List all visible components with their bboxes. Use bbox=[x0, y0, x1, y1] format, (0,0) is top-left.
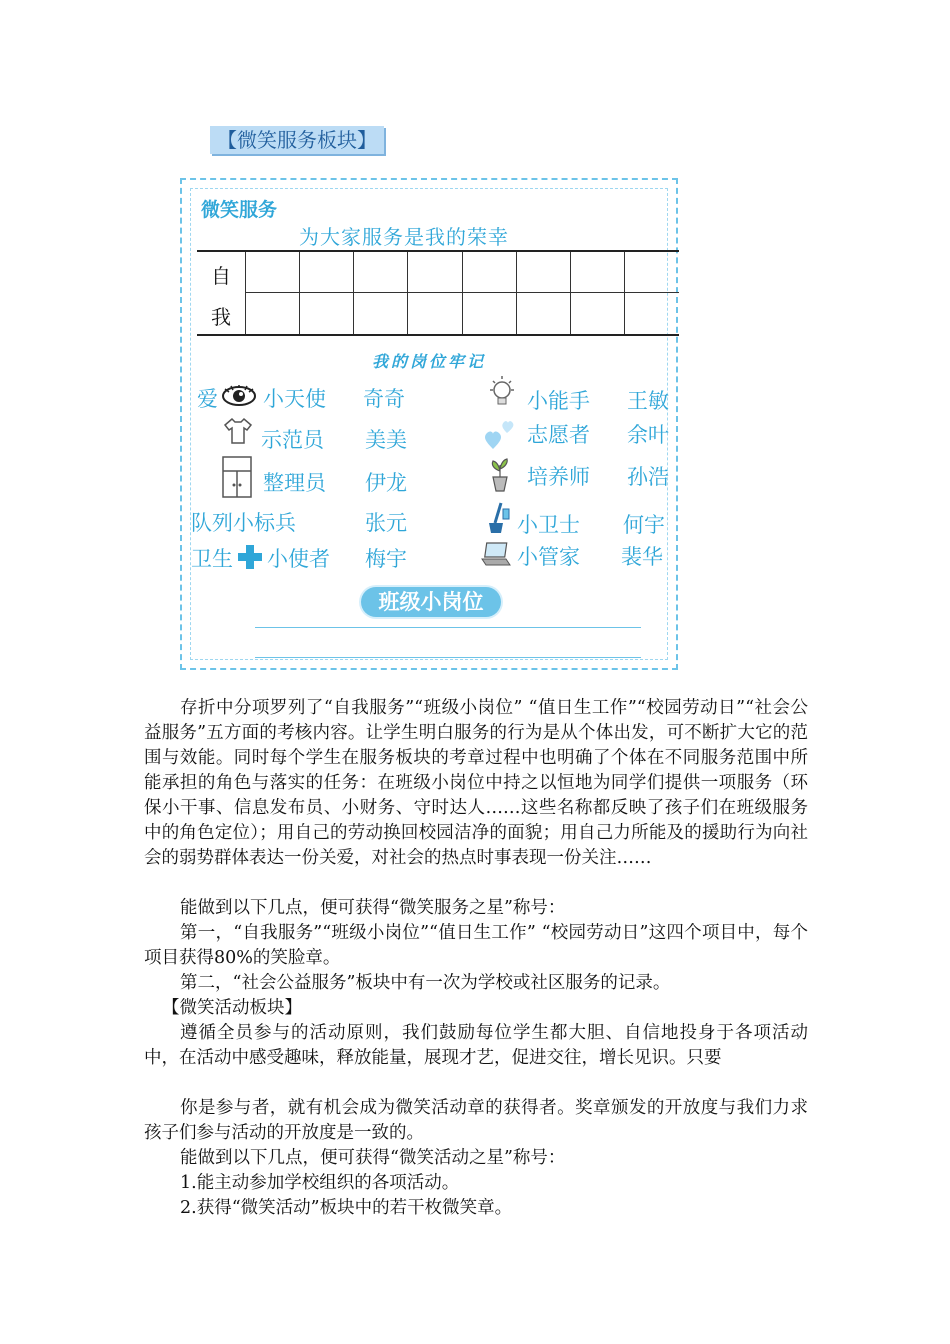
self-service-grid bbox=[197, 250, 679, 336]
post-name: 王敏 bbox=[627, 389, 669, 413]
paragraph-8: 能做到以下几点，便可获得“微笑活动之星”称号： bbox=[180, 1148, 566, 1168]
grid-label-1: 自 bbox=[211, 264, 231, 288]
post-role: 小能手 bbox=[527, 389, 590, 413]
paragraph-6: 遵循全员参与的活动原则，我们鼓励每位学生都大胆、自信地投身于各项活动中，在活动中感受趣味，释放能量，展现才艺，促进交往，增长见识。只要 bbox=[144, 1023, 808, 1068]
stamp-cell bbox=[300, 252, 354, 293]
paragraph-7: 你是参与者，就有机会成为微笑活动章的获得者。奖章颁发的开放度与我们力求孩子们参与活动的开放度是一致的。 bbox=[144, 1098, 808, 1143]
post-prefix-hygiene: 卫生 bbox=[191, 547, 233, 571]
cabinet-icon bbox=[221, 455, 253, 499]
section-heading-activity: 【微笑活动板块】 bbox=[162, 998, 302, 1018]
heart-icon bbox=[483, 417, 517, 453]
grid-cells bbox=[246, 252, 679, 334]
post-role: 志愿者 bbox=[527, 423, 590, 447]
post-role: 小使者 bbox=[267, 547, 330, 571]
stamp-cell bbox=[571, 252, 625, 293]
post-role: 小管家 bbox=[517, 545, 580, 569]
post-name: 余叶 bbox=[627, 423, 669, 447]
post-role: 整理员 bbox=[263, 471, 326, 495]
post-name: 张元 bbox=[365, 511, 407, 535]
stamp-cell bbox=[246, 252, 300, 293]
plant-icon bbox=[485, 457, 515, 493]
shirt-icon bbox=[223, 417, 253, 445]
stamp-cell bbox=[517, 293, 571, 334]
lightbulb-icon bbox=[487, 375, 517, 409]
post-name: 何宇 bbox=[623, 513, 665, 537]
card-inner-border bbox=[190, 188, 668, 660]
stamp-cell bbox=[246, 293, 300, 334]
stamp-cell bbox=[517, 252, 571, 293]
card-slogan: 为大家服务是我的荣幸 bbox=[299, 225, 509, 249]
post-name: 裴华 bbox=[621, 545, 663, 569]
card-title: 微笑服务 bbox=[201, 199, 278, 221]
list-item-2: 2.获得“微笑活动”板块中的若干枚微笑章。 bbox=[180, 1198, 513, 1218]
stamp-cell bbox=[625, 293, 679, 334]
eye-icon bbox=[221, 385, 257, 407]
section-heading: 【微笑服务板块】 bbox=[210, 126, 384, 154]
laptop-icon bbox=[481, 541, 511, 567]
stamp-cell bbox=[463, 252, 517, 293]
stamp-cell bbox=[463, 293, 517, 334]
class-post-badge: 班级小岗位 bbox=[361, 587, 501, 617]
post-name: 孙浩 bbox=[627, 465, 669, 489]
post-role: 队列小标兵 bbox=[191, 511, 296, 535]
post-name: 美美 bbox=[365, 428, 407, 452]
smile-service-card bbox=[180, 178, 678, 670]
paragraph-4: 第二，“社会公益服务”板块中有一次为学校或社区服务的记录。 bbox=[180, 973, 671, 993]
medical-cross-icon bbox=[237, 544, 263, 570]
stamp-cell bbox=[408, 252, 462, 293]
stamp-cell bbox=[354, 252, 408, 293]
list-item-1: 1.能主动参加学校组织的各项活动。 bbox=[180, 1173, 460, 1193]
grid-label-2: 我 bbox=[211, 305, 231, 329]
paragraph-2: 能做到以下几点，便可获得“微笑服务之星”称号： bbox=[180, 898, 566, 918]
post-role: 小卫士 bbox=[517, 513, 580, 537]
stamp-cell bbox=[571, 293, 625, 334]
writing-line bbox=[255, 627, 641, 628]
post-name: 梅宇 bbox=[365, 547, 407, 571]
paragraph-1: 存折中分项罗列了“自我服务”“班级小岗位” “值日生工作”“校园劳动日”“社会公益服务”五方面的考核内容。让学生明白服务的行为是从个体出发，可不断扩大它的范围与效能。同时每个学生在服务板块的考章过程中也明确了个体在不同服务范围中所能承担的角色与落实的任务：在班级小岗位中持之以恒地为同学们提供一项服务（环保小干事、信息发布员、小财务、守时达人……这些名称都反映了孩子们在班级服务中的角色定位）；用自己的劳动换回校园洁净的面貌；用自己力所能及的援助行为向社会的弱势群体表达一份关爱，对社会的热点时事表现一份关注…… bbox=[144, 698, 808, 868]
post-role: 小天使 bbox=[263, 387, 326, 411]
post-name: 奇奇 bbox=[363, 387, 405, 411]
paragraph-3: 第一，“自我服务”“班级小岗位”“值日生工作” “校园劳动日”这四个项目中，每个项目获得80%的笑脸章。 bbox=[144, 923, 808, 968]
posts-title: 我的岗位牢记 bbox=[371, 352, 486, 371]
stamp-cell bbox=[300, 293, 354, 334]
post-name: 伊龙 bbox=[365, 471, 407, 495]
grid-label bbox=[197, 252, 246, 334]
post-role: 培养师 bbox=[527, 465, 590, 489]
post-prefix-love: 爱 bbox=[197, 387, 218, 411]
stamp-cell bbox=[354, 293, 408, 334]
broom-icon bbox=[485, 501, 511, 535]
writing-line bbox=[255, 657, 641, 658]
stamp-cell bbox=[408, 293, 462, 334]
stamp-cell bbox=[625, 252, 679, 293]
post-role: 示范员 bbox=[261, 428, 324, 452]
